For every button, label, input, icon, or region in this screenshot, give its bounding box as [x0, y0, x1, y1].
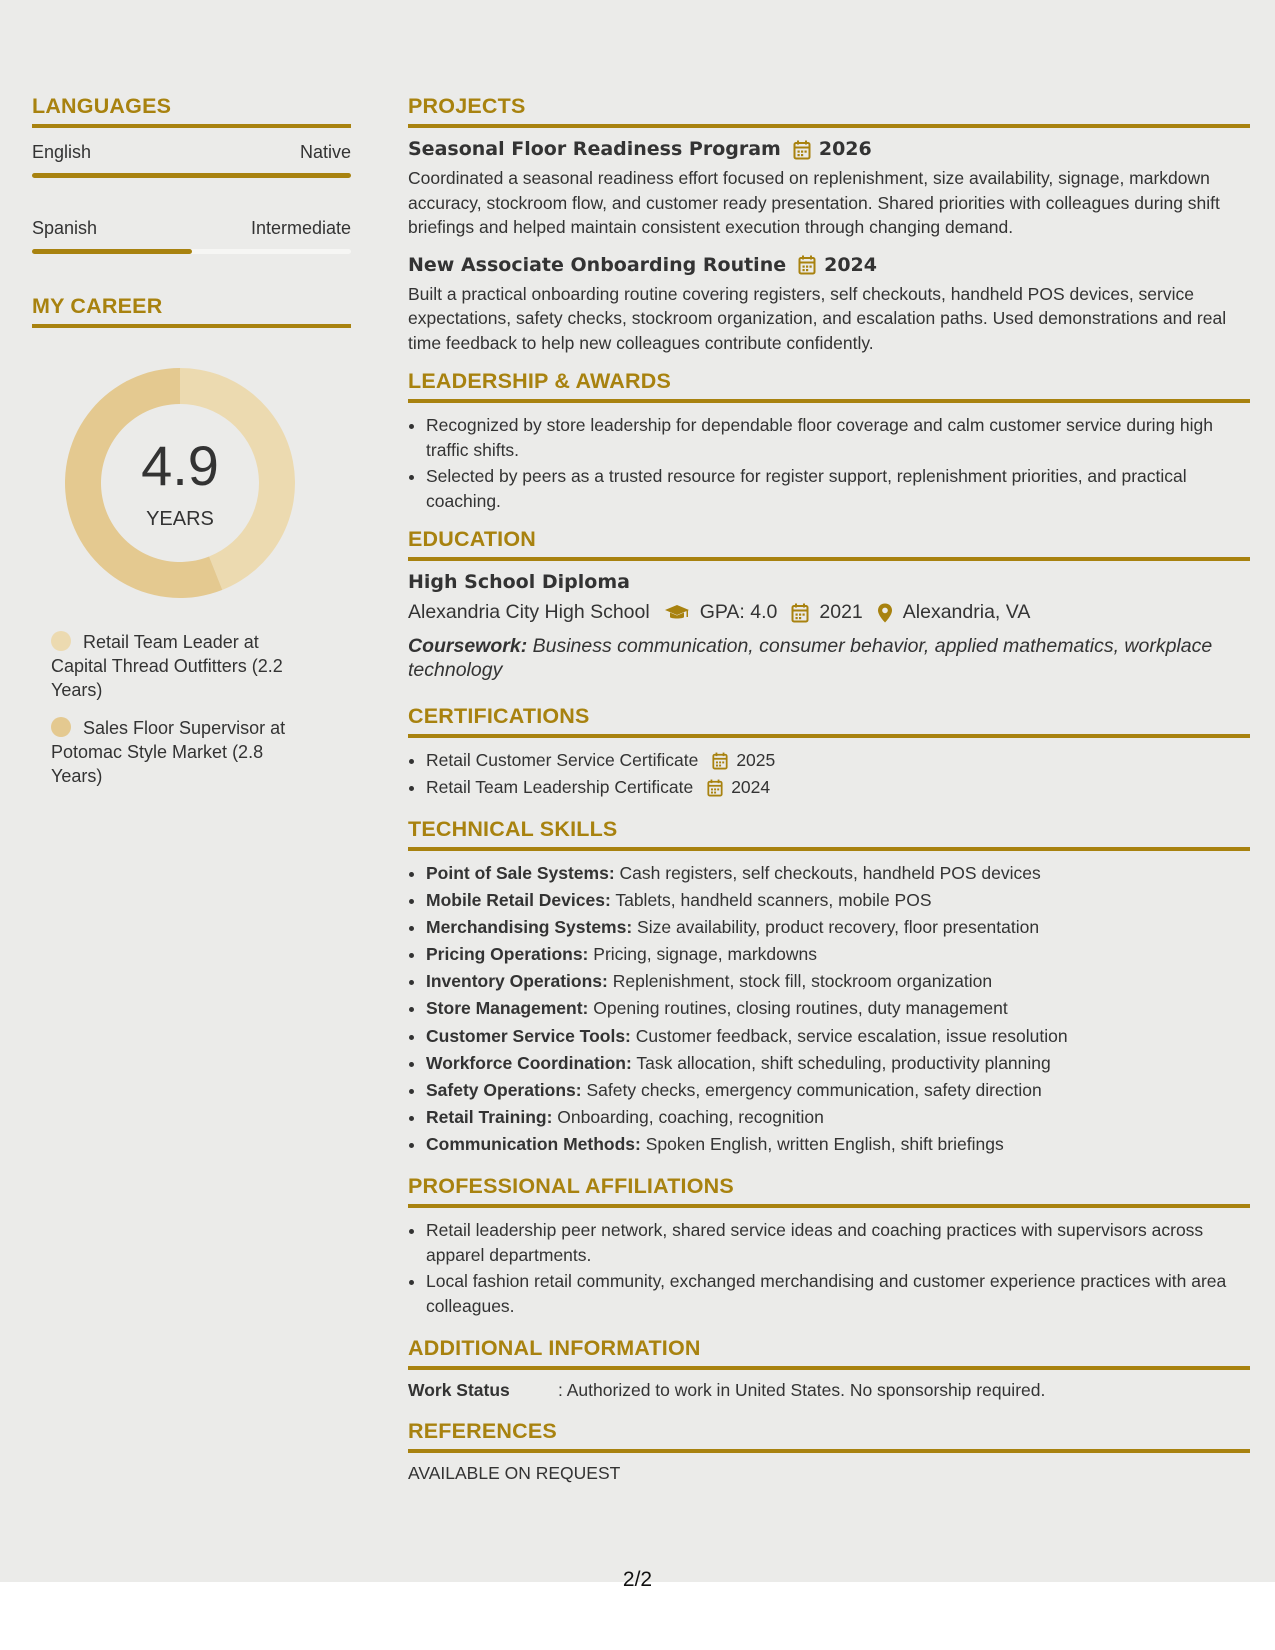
legend-label: Sales Floor Supervisor at Potomac Style Market (2.8 Years) [51, 718, 286, 786]
projects-title: PROJECTS [408, 94, 1250, 128]
skill-value: Task allocation, shift scheduling, productivity planning [636, 1052, 1051, 1073]
project-name: New Associate Onboarding Routine [408, 253, 787, 276]
education-coursework [408, 634, 1250, 682]
certification-item [426, 775, 1250, 800]
project-year: 2024 [824, 253, 877, 276]
skill-item [426, 996, 1250, 1021]
list-item: • Recognized by store leadership for dependable floor coverage and calm customer service during high traffic shifts. [426, 413, 1250, 462]
skills-title: TECHNICAL SKILLS [408, 817, 1250, 851]
skill-value: Size availability, product recovery, floor presentation [637, 917, 1040, 938]
languages-section [32, 94, 351, 254]
work-status-row [408, 1380, 1250, 1401]
career-donut-chart [65, 368, 295, 598]
additional-section [408, 1336, 1250, 1401]
career-total-unit: YEARS [146, 508, 214, 530]
skills-section [408, 817, 1250, 1156]
legend-label: Retail Team Leader at Capital Thread Outfitters (2.2 Years) [51, 632, 283, 700]
calendar-icon [798, 254, 816, 276]
leadership-title: LEADERSHIP & AWARDS [408, 369, 1250, 403]
skill-item [426, 942, 1250, 967]
project-item [408, 254, 1250, 356]
skill-item [426, 915, 1250, 940]
language-name: Spanish [32, 218, 98, 238]
skill-item [426, 1132, 1250, 1157]
page-number: 2/2 [622, 1568, 653, 1591]
skill-item [426, 861, 1250, 886]
location-pin-icon [877, 601, 893, 624]
project-description: Built a practical onboarding routine covering registers, self checkouts, handheld POS devices, service expectations, safety checks, stockroom organization, and escalation paths. Used demonstrations and real time feedback to help new colleagues contribute confidently. [408, 283, 1227, 353]
additional-title: ADDITIONAL INFORMATION [408, 1336, 1250, 1370]
legend-dot-icon [51, 717, 71, 737]
calendar-icon [793, 138, 811, 160]
skill-value: Opening routines, closing routines, duty management [593, 998, 1008, 1019]
work-status-value: : Authorized to work in United States. No sponsorship required. [558, 1380, 1046, 1401]
references-text: AVAILABLE ON REQUEST [408, 1463, 621, 1484]
skill-value: Tablets, handheld scanners, mobile POS [615, 890, 932, 911]
language-item-spanish [32, 218, 351, 254]
language-name: English [32, 142, 92, 162]
skill-label: Customer Service Tools: [426, 1025, 631, 1046]
skill-label: Communication Methods: [426, 1133, 641, 1154]
language-proficiency-bar [32, 249, 351, 254]
languages-title: LANGUAGES [32, 94, 351, 128]
references-section [408, 1419, 1250, 1484]
sidebar [32, 94, 351, 802]
list-item: • Retail leadership peer network, shared service ideas and coaching practices with supervisors across apparel departments. [426, 1218, 1250, 1267]
skill-item [426, 1078, 1250, 1103]
skill-item [426, 888, 1250, 913]
legend-dot-icon [51, 631, 71, 651]
project-item [408, 138, 1250, 240]
skill-item [426, 1105, 1250, 1130]
skill-label: Mobile Retail Devices: [426, 890, 611, 911]
main-content [408, 94, 1250, 1484]
skill-label: Inventory Operations: [426, 971, 608, 992]
project-year: 2026 [818, 138, 872, 160]
graduation-cap-icon [664, 601, 690, 624]
education-details [408, 601, 1250, 624]
skill-label: Pricing Operations: [426, 944, 589, 965]
calendar-icon [712, 748, 728, 773]
skill-value: Onboarding, coaching, recognition [557, 1106, 824, 1127]
language-level: Native [299, 142, 351, 162]
project-description: Coordinated a seasonal readiness effort focused on replenishment, size availability, signage, markdown accuracy, stockroom flow, and customer ready presentation. Shared priorities with colleagues during shift briefings and helped maintain consistent execution through changing demand. [408, 168, 1220, 237]
certifications-title: CERTIFICATIONS [408, 704, 1250, 738]
skill-value: Replenishment, stock fill, stockroom organization [612, 971, 993, 992]
projects-section [408, 94, 1250, 355]
certification-year: 2025 [736, 750, 776, 770]
skill-label: Retail Training: [426, 1106, 553, 1127]
skill-value: Spoken English, written English, shift briefings [645, 1133, 1004, 1154]
skill-label: Point of Sale Systems: [426, 863, 615, 883]
skill-label: Safety Operations: [426, 1079, 582, 1100]
language-proficiency-fill [32, 173, 351, 178]
language-item-english [32, 142, 351, 178]
work-status-label: Work Status [408, 1380, 510, 1401]
references-title: REFERENCES [408, 1419, 1250, 1453]
certification-name: • Retail Customer Service Certificate [426, 750, 699, 770]
list-item: • Local fashion retail community, exchanged merchandising and customer experience practices with area colleagues. [426, 1269, 1250, 1318]
skill-item [426, 1024, 1250, 1049]
calendar-icon [791, 601, 809, 624]
education-degree: High School Diploma [408, 571, 630, 593]
skill-value: Safety checks, emergency communication, safety direction [586, 1079, 1042, 1100]
career-section [32, 294, 351, 788]
education-school: Alexandria City High School [408, 601, 650, 623]
career-legend-item [51, 630, 311, 702]
education-section [408, 527, 1250, 682]
education-title: EDUCATION [408, 527, 1250, 561]
language-proficiency-bar [32, 173, 351, 178]
affiliations-section [408, 1174, 1250, 1318]
career-title: MY CAREER [32, 294, 351, 328]
certifications-section [408, 704, 1250, 799]
skill-label: Workforce Coordination: [426, 1052, 632, 1073]
certification-item [426, 748, 1250, 773]
calendar-icon [707, 775, 723, 800]
leadership-section [408, 369, 1250, 513]
career-legend [51, 630, 311, 788]
career-total-value: 4.9 [141, 434, 219, 497]
education-year: 2021 [819, 601, 863, 623]
skill-label: Store Management: [426, 998, 589, 1019]
skill-item [426, 969, 1250, 994]
coursework-value: Business communication, consumer behavior, applied mathematics, workplace technology [408, 635, 1213, 681]
career-legend-item [51, 716, 311, 788]
list-item: • Selected by peers as a trusted resource for register support, replenishment priorities, and practical coaching. [426, 464, 1250, 513]
skill-value: Cash registers, self checkouts, handheld POS devices [619, 863, 1041, 883]
affiliations-title: PROFESSIONAL AFFILIATIONS [408, 1174, 1250, 1208]
language-proficiency-fill [32, 249, 192, 254]
certification-year: 2024 [731, 776, 771, 797]
education-location: Alexandria, VA [902, 601, 1031, 623]
skill-value: Customer feedback, service escalation, issue resolution [635, 1025, 1068, 1046]
project-name: Seasonal Floor Readiness Program [408, 138, 781, 160]
education-gpa: GPA: 4.0 [699, 601, 778, 623]
skill-label: Merchandising Systems: [426, 917, 633, 938]
skill-item [426, 1051, 1250, 1076]
skill-value: Pricing, signage, markdowns [593, 944, 817, 965]
coursework-label: Coursework: [408, 635, 528, 657]
language-level: Intermediate [250, 218, 351, 238]
certification-name: • Retail Team Leadership Certificate [426, 776, 694, 797]
